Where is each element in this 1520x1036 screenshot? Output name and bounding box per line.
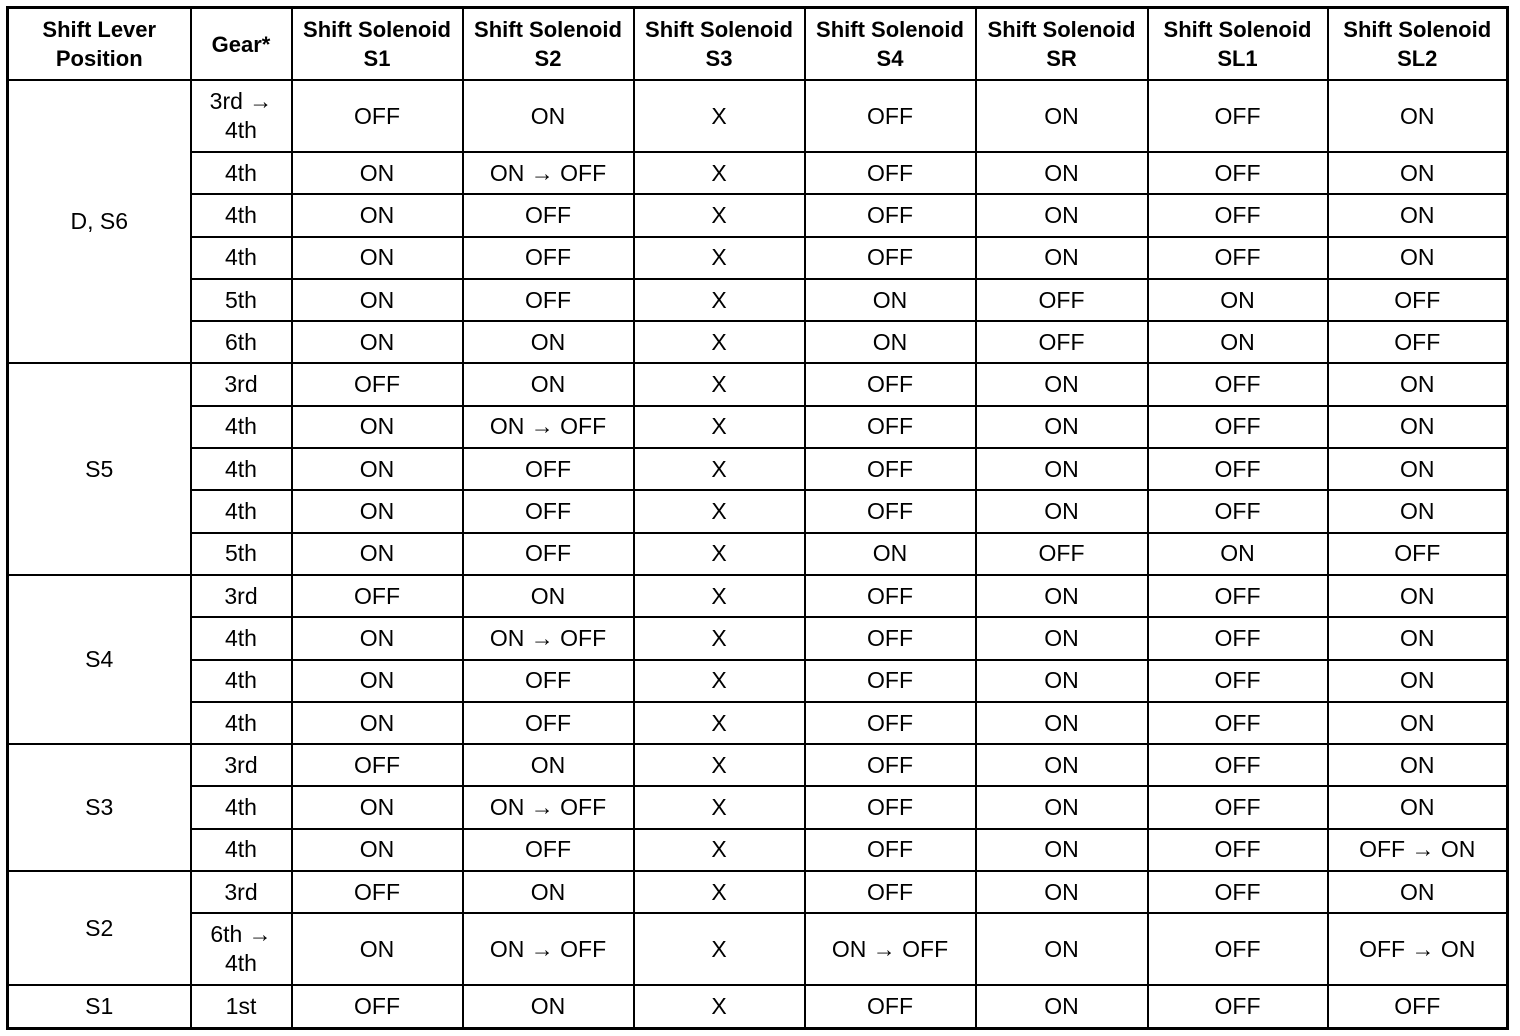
gear-cell: 3rd bbox=[191, 575, 292, 617]
solenoid-s3-cell: X bbox=[634, 660, 805, 702]
solenoid-sr-cell: ON bbox=[976, 786, 1148, 828]
solenoid-sl2-cell: ON bbox=[1328, 490, 1508, 532]
solenoid-sl2-cell: ON bbox=[1328, 406, 1508, 448]
shift-lever-position-cell: S2 bbox=[8, 871, 191, 985]
solenoid-s4-cell: OFF bbox=[805, 702, 976, 744]
table-row bbox=[8, 237, 1508, 279]
solenoid-s3-cell: X bbox=[634, 237, 805, 279]
solenoid-s1-cell: ON bbox=[292, 279, 463, 321]
gear-cell: 5th bbox=[191, 533, 292, 575]
solenoid-s4-cell: OFF bbox=[805, 985, 976, 1028]
solenoid-s3-cell: X bbox=[634, 829, 805, 871]
solenoid-sl1-cell: OFF bbox=[1148, 194, 1328, 236]
header-gear: Gear* bbox=[191, 8, 292, 81]
table-row bbox=[8, 152, 1508, 194]
solenoid-sr-cell: ON bbox=[976, 363, 1148, 405]
shift-lever-position-cell: S4 bbox=[8, 575, 191, 744]
gear-cell: 6th bbox=[191, 321, 292, 363]
solenoid-sr-cell: ON bbox=[976, 913, 1148, 985]
solenoid-sl1-cell: OFF bbox=[1148, 744, 1328, 786]
solenoid-sl1-cell: OFF bbox=[1148, 985, 1328, 1028]
solenoid-s2-cell: OFF bbox=[463, 194, 634, 236]
solenoid-sr-cell: ON bbox=[976, 152, 1148, 194]
table-row bbox=[8, 490, 1508, 532]
solenoid-sr-cell: ON bbox=[976, 985, 1148, 1028]
solenoid-s3-cell: X bbox=[634, 744, 805, 786]
gear-cell: 4th bbox=[191, 406, 292, 448]
solenoid-s2-cell: ON → OFF bbox=[463, 786, 634, 828]
header-shift-lever-position: Shift Lever Position bbox=[8, 8, 191, 81]
solenoid-sl1-cell: OFF bbox=[1148, 786, 1328, 828]
solenoid-s2-cell: ON bbox=[463, 985, 634, 1028]
solenoid-s1-cell: OFF bbox=[292, 744, 463, 786]
solenoid-sr-cell: ON bbox=[976, 660, 1148, 702]
solenoid-sl2-cell: ON bbox=[1328, 660, 1508, 702]
header-solenoid-s2: Shift Solenoid S2 bbox=[463, 8, 634, 81]
solenoid-s3-cell: X bbox=[634, 80, 805, 152]
solenoid-s1-cell: ON bbox=[292, 321, 463, 363]
solenoid-s1-cell: ON bbox=[292, 829, 463, 871]
solenoid-s4-cell: OFF bbox=[805, 406, 976, 448]
gear-cell: 4th bbox=[191, 660, 292, 702]
solenoid-s2-cell: ON → OFF bbox=[463, 406, 634, 448]
solenoid-sr-cell: ON bbox=[976, 490, 1148, 532]
table-row bbox=[8, 913, 1508, 985]
solenoid-s2-cell: ON bbox=[463, 363, 634, 405]
solenoid-s2-cell: ON bbox=[463, 871, 634, 913]
gear-cell: 3rd bbox=[191, 871, 292, 913]
solenoid-sr-cell: ON bbox=[976, 702, 1148, 744]
table-body bbox=[8, 80, 1508, 1029]
solenoid-sr-cell: ON bbox=[976, 194, 1148, 236]
solenoid-s4-cell: ON bbox=[805, 533, 976, 575]
solenoid-s1-cell: ON bbox=[292, 533, 463, 575]
solenoid-sr-cell: OFF bbox=[976, 533, 1148, 575]
gear-cell: 3rd bbox=[191, 363, 292, 405]
solenoid-s2-cell: OFF bbox=[463, 533, 634, 575]
solenoid-s2-cell: ON bbox=[463, 575, 634, 617]
solenoid-s1-cell: ON bbox=[292, 448, 463, 490]
solenoid-s1-cell: ON bbox=[292, 702, 463, 744]
solenoid-s1-cell: ON bbox=[292, 913, 463, 985]
solenoid-s4-cell: OFF bbox=[805, 80, 976, 152]
header-solenoid-sl2: Shift Solenoid SL2 bbox=[1328, 8, 1508, 81]
solenoid-s1-cell: OFF bbox=[292, 80, 463, 152]
solenoid-sr-cell: ON bbox=[976, 80, 1148, 152]
shift-lever-position-cell: S5 bbox=[8, 363, 191, 574]
solenoid-sl1-cell: OFF bbox=[1148, 152, 1328, 194]
solenoid-s4-cell: ON bbox=[805, 279, 976, 321]
solenoid-sr-cell: ON bbox=[976, 575, 1148, 617]
solenoid-s3-cell: X bbox=[634, 448, 805, 490]
solenoid-s2-cell: ON bbox=[463, 80, 634, 152]
solenoid-s2-cell: ON → OFF bbox=[463, 152, 634, 194]
solenoid-s1-cell: ON bbox=[292, 152, 463, 194]
header-solenoid-s1: Shift Solenoid S1 bbox=[292, 8, 463, 81]
solenoid-s4-cell: OFF bbox=[805, 871, 976, 913]
solenoid-sl2-cell: ON bbox=[1328, 363, 1508, 405]
gear-cell: 4th bbox=[191, 702, 292, 744]
solenoid-s3-cell: X bbox=[634, 152, 805, 194]
solenoid-sr-cell: OFF bbox=[976, 321, 1148, 363]
solenoid-sl1-cell: OFF bbox=[1148, 829, 1328, 871]
solenoid-sl1-cell: OFF bbox=[1148, 237, 1328, 279]
solenoid-s3-cell: X bbox=[634, 194, 805, 236]
solenoid-sr-cell: ON bbox=[976, 871, 1148, 913]
solenoid-s1-cell: ON bbox=[292, 786, 463, 828]
solenoid-sr-cell: OFF bbox=[976, 279, 1148, 321]
solenoid-sl2-cell: ON bbox=[1328, 744, 1508, 786]
solenoid-s2-cell: ON bbox=[463, 321, 634, 363]
solenoid-sl2-cell: OFF bbox=[1328, 985, 1508, 1028]
solenoid-sl1-cell: ON bbox=[1148, 321, 1328, 363]
solenoid-sl2-cell: ON bbox=[1328, 702, 1508, 744]
solenoid-s1-cell: ON bbox=[292, 237, 463, 279]
solenoid-sr-cell: ON bbox=[976, 237, 1148, 279]
solenoid-sl1-cell: OFF bbox=[1148, 617, 1328, 659]
header-solenoid-sr: Shift Solenoid SR bbox=[976, 8, 1148, 81]
table-row bbox=[8, 80, 1508, 152]
solenoid-s4-cell: ON bbox=[805, 321, 976, 363]
solenoid-s3-cell: X bbox=[634, 617, 805, 659]
solenoid-s2-cell: ON → OFF bbox=[463, 617, 634, 659]
solenoid-sr-cell: ON bbox=[976, 829, 1148, 871]
table-row bbox=[8, 194, 1508, 236]
solenoid-sl2-cell: ON bbox=[1328, 194, 1508, 236]
solenoid-s4-cell: OFF bbox=[805, 490, 976, 532]
solenoid-sl2-cell: ON bbox=[1328, 871, 1508, 913]
solenoid-s3-cell: X bbox=[634, 490, 805, 532]
solenoid-sl1-cell: OFF bbox=[1148, 913, 1328, 985]
gear-cell: 3rd → 4th bbox=[191, 80, 292, 152]
header-row bbox=[8, 8, 1508, 81]
solenoid-s3-cell: X bbox=[634, 702, 805, 744]
table-row bbox=[8, 660, 1508, 702]
solenoid-s3-cell: X bbox=[634, 279, 805, 321]
solenoid-sl1-cell: ON bbox=[1148, 533, 1328, 575]
solenoid-s3-cell: X bbox=[634, 575, 805, 617]
gear-cell: 4th bbox=[191, 194, 292, 236]
solenoid-sl1-cell: OFF bbox=[1148, 448, 1328, 490]
solenoid-s3-cell: X bbox=[634, 406, 805, 448]
solenoid-sl1-cell: OFF bbox=[1148, 490, 1328, 532]
gear-cell: 4th bbox=[191, 237, 292, 279]
solenoid-s1-cell: ON bbox=[292, 194, 463, 236]
solenoid-s4-cell: OFF bbox=[805, 152, 976, 194]
table-row bbox=[8, 279, 1508, 321]
solenoid-sr-cell: ON bbox=[976, 617, 1148, 659]
table-row bbox=[8, 744, 1508, 786]
solenoid-s4-cell: OFF bbox=[805, 194, 976, 236]
table-row bbox=[8, 448, 1508, 490]
solenoid-s2-cell: OFF bbox=[463, 237, 634, 279]
solenoid-sl2-cell: ON bbox=[1328, 786, 1508, 828]
solenoid-s2-cell: ON → OFF bbox=[463, 913, 634, 985]
solenoid-s3-cell: X bbox=[634, 913, 805, 985]
gear-cell: 4th bbox=[191, 152, 292, 194]
solenoid-sl1-cell: OFF bbox=[1148, 660, 1328, 702]
gear-cell: 3rd bbox=[191, 744, 292, 786]
solenoid-s1-cell: ON bbox=[292, 490, 463, 532]
header-solenoid-s4: Shift Solenoid S4 bbox=[805, 8, 976, 81]
table-row bbox=[8, 406, 1508, 448]
solenoid-s3-cell: X bbox=[634, 363, 805, 405]
gear-cell: 6th → 4th bbox=[191, 913, 292, 985]
table-row bbox=[8, 363, 1508, 405]
solenoid-s2-cell: OFF bbox=[463, 702, 634, 744]
solenoid-s1-cell: OFF bbox=[292, 871, 463, 913]
solenoid-sl2-cell: ON bbox=[1328, 152, 1508, 194]
solenoid-s4-cell: OFF bbox=[805, 744, 976, 786]
shift-lever-position-cell: D, S6 bbox=[8, 80, 191, 363]
table-row bbox=[8, 871, 1508, 913]
solenoid-table bbox=[6, 6, 1509, 1030]
table-row bbox=[8, 575, 1508, 617]
solenoid-s2-cell: OFF bbox=[463, 490, 634, 532]
solenoid-sl2-cell: ON bbox=[1328, 80, 1508, 152]
solenoid-s3-cell: X bbox=[634, 786, 805, 828]
solenoid-s1-cell: ON bbox=[292, 617, 463, 659]
solenoid-s2-cell: OFF bbox=[463, 279, 634, 321]
solenoid-sl1-cell: OFF bbox=[1148, 406, 1328, 448]
solenoid-s2-cell: ON bbox=[463, 744, 634, 786]
table-row bbox=[8, 321, 1508, 363]
solenoid-sr-cell: ON bbox=[976, 406, 1148, 448]
gear-cell: 1st bbox=[191, 985, 292, 1028]
solenoid-sl1-cell: OFF bbox=[1148, 871, 1328, 913]
solenoid-s1-cell: OFF bbox=[292, 363, 463, 405]
solenoid-s4-cell: OFF bbox=[805, 575, 976, 617]
solenoid-sl2-cell: OFF bbox=[1328, 279, 1508, 321]
table-row bbox=[8, 533, 1508, 575]
table-row bbox=[8, 617, 1508, 659]
gear-cell: 4th bbox=[191, 786, 292, 828]
gear-cell: 4th bbox=[191, 448, 292, 490]
header-solenoid-sl1: Shift Solenoid SL1 bbox=[1148, 8, 1328, 81]
solenoid-s2-cell: OFF bbox=[463, 660, 634, 702]
solenoid-s3-cell: X bbox=[634, 985, 805, 1028]
gear-cell: 4th bbox=[191, 617, 292, 659]
table-row bbox=[8, 786, 1508, 828]
gear-cell: 4th bbox=[191, 490, 292, 532]
solenoid-s2-cell: OFF bbox=[463, 829, 634, 871]
table-row bbox=[8, 829, 1508, 871]
solenoid-sl1-cell: OFF bbox=[1148, 80, 1328, 152]
solenoid-s1-cell: ON bbox=[292, 406, 463, 448]
solenoid-sl1-cell: ON bbox=[1148, 279, 1328, 321]
table-row bbox=[8, 702, 1508, 744]
table-row bbox=[8, 985, 1508, 1028]
solenoid-s3-cell: X bbox=[634, 533, 805, 575]
header-solenoid-s3: Shift Solenoid S3 bbox=[634, 8, 805, 81]
solenoid-s4-cell: OFF bbox=[805, 786, 976, 828]
solenoid-s4-cell: OFF bbox=[805, 660, 976, 702]
solenoid-sl1-cell: OFF bbox=[1148, 575, 1328, 617]
solenoid-s3-cell: X bbox=[634, 321, 805, 363]
solenoid-s1-cell: ON bbox=[292, 660, 463, 702]
solenoid-sr-cell: ON bbox=[976, 448, 1148, 490]
gear-cell: 4th bbox=[191, 829, 292, 871]
solenoid-sl2-cell: ON bbox=[1328, 448, 1508, 490]
solenoid-s4-cell: OFF bbox=[805, 617, 976, 659]
solenoid-sl2-cell: OFF → ON bbox=[1328, 829, 1508, 871]
solenoid-sl2-cell: ON bbox=[1328, 617, 1508, 659]
solenoid-s2-cell: OFF bbox=[463, 448, 634, 490]
solenoid-sl2-cell: OFF bbox=[1328, 533, 1508, 575]
shift-lever-position-cell: S3 bbox=[8, 744, 191, 871]
solenoid-s1-cell: OFF bbox=[292, 575, 463, 617]
gear-cell: 5th bbox=[191, 279, 292, 321]
shift-lever-position-cell: S1 bbox=[8, 985, 191, 1028]
solenoid-s4-cell: OFF bbox=[805, 363, 976, 405]
solenoid-s4-cell: OFF bbox=[805, 448, 976, 490]
solenoid-sl1-cell: OFF bbox=[1148, 702, 1328, 744]
solenoid-sl2-cell: OFF → ON bbox=[1328, 913, 1508, 985]
solenoid-s4-cell: OFF bbox=[805, 237, 976, 279]
solenoid-sl2-cell: OFF bbox=[1328, 321, 1508, 363]
solenoid-s4-cell: ON → OFF bbox=[805, 913, 976, 985]
solenoid-sl2-cell: ON bbox=[1328, 575, 1508, 617]
solenoid-s1-cell: OFF bbox=[292, 985, 463, 1028]
solenoid-s4-cell: OFF bbox=[805, 829, 976, 871]
solenoid-sl2-cell: ON bbox=[1328, 237, 1508, 279]
solenoid-sr-cell: ON bbox=[976, 744, 1148, 786]
solenoid-sl1-cell: OFF bbox=[1148, 363, 1328, 405]
solenoid-s3-cell: X bbox=[634, 871, 805, 913]
